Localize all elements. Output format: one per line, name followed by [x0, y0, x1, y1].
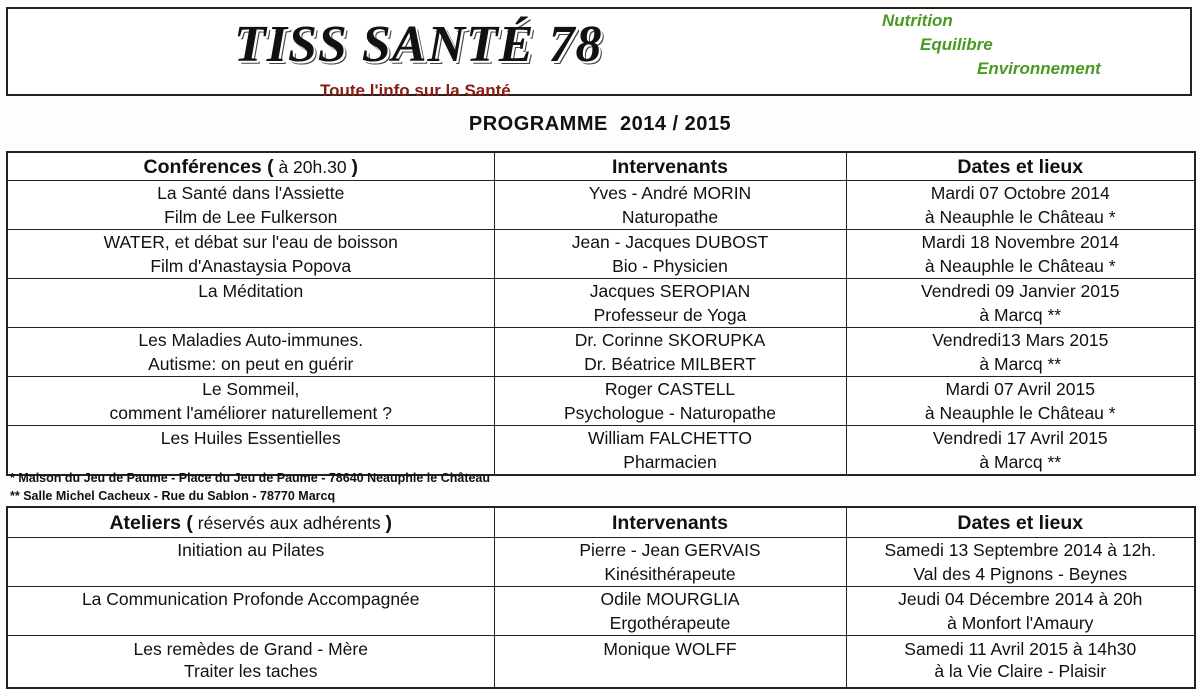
atelier-date: Samedi 13 Septembre 2014 à 12h. Val des 4 Pignons - Beynes — [846, 538, 1195, 587]
slogan-environnement: Environnement — [977, 59, 1101, 78]
table-row — [7, 279, 1195, 328]
atelier-speaker: Pierre - Jean GERVAIS Kinésithérapeute — [494, 538, 846, 587]
header-ateliers: Ateliers ( réservés aux adhérents ) — [7, 507, 494, 538]
table-row — [7, 328, 1195, 377]
conference-title: WATER, et débat sur l'eau de boisson Film d'Anastaysia Popova — [7, 230, 494, 279]
conferences-table — [6, 151, 1196, 476]
table-row — [7, 587, 1195, 636]
conference-speaker: Jacques SEROPIAN Professeur de Yoga — [494, 279, 846, 328]
programme-title-text: PROGRAMME 2014 / 2015 — [468, 113, 732, 135]
table-row — [7, 538, 1195, 587]
conference-speaker: Jean - Jacques DUBOST Bio - Physicien — [494, 230, 846, 279]
header-conferences: Conférences ( à 20h.30 ) — [7, 152, 494, 181]
slogan-equilibre: Equilibre — [920, 35, 993, 54]
footnote-marcq: ** Salle Michel Cacheux - Rue du Sablon - 78770 Marcq — [10, 489, 336, 503]
conference-title: Le Sommeil, comment l'améliorer naturellement ? — [7, 377, 494, 426]
header-dates-lieux: Dates et lieux — [846, 152, 1195, 181]
conference-speaker: William FALCHETTO Pharmacien — [494, 426, 846, 476]
programme-title — [0, 113, 1200, 136]
table-row — [7, 377, 1195, 426]
atelier-title: Les remèdes de Grand - Mère Traiter les taches — [7, 636, 494, 689]
atelier-title: La Communication Profonde Accompagnée — [7, 587, 494, 636]
logo-title: TISS SANTÉ 78 — [234, 16, 603, 73]
table-header-row — [7, 152, 1195, 181]
atelier-speaker: Odile MOURGLIA Ergothérapeute — [494, 587, 846, 636]
header-dates-lieux: Dates et lieux — [846, 507, 1195, 538]
table-row — [7, 426, 1195, 476]
header-intervenants: Intervenants — [494, 507, 846, 538]
ateliers-table — [6, 506, 1196, 689]
conference-speaker: Roger CASTELL Psychologue - Naturopathe — [494, 377, 846, 426]
conference-speaker: Yves - André MORIN Naturopathe — [494, 181, 846, 230]
table-row — [7, 181, 1195, 230]
header-banner — [6, 7, 1192, 100]
conference-date: Mardi 07 Avril 2015 à Neauphle le Château * — [846, 377, 1195, 426]
conference-title: Les Huiles Essentielles — [7, 426, 494, 476]
atelier-date: Jeudi 04 Décembre 2014 à 20h à Monfort l'Amaury — [846, 587, 1195, 636]
conference-speaker: Dr. Corinne SKORUPKA Dr. Béatrice MILBERT — [494, 328, 846, 377]
tagline: Toute l'info sur la Santé — [320, 81, 511, 100]
conference-date: Mardi 18 Novembre 2014 à Neauphle le Château * — [846, 230, 1195, 279]
footnote-neauphle: * Maison du Jeu de Paume - Place du Jeu de Paume - 78640 Neauphle le Château — [10, 471, 491, 485]
conference-date: Vendredi13 Mars 2015 à Marcq ** — [846, 328, 1195, 377]
conference-title: La Santé dans l'Assiette Film de Lee Fulkerson — [7, 181, 494, 230]
slogan-nutrition: Nutrition — [882, 11, 953, 30]
conference-date: Vendredi 09 Janvier 2015 à Marcq ** — [846, 279, 1195, 328]
conference-title: La Méditation — [7, 279, 494, 328]
atelier-title: Initiation au Pilates — [7, 538, 494, 587]
atelier-speaker: Monique WOLFF — [494, 636, 846, 689]
table-row — [7, 230, 1195, 279]
table-row — [7, 636, 1195, 689]
table-header-row — [7, 507, 1195, 538]
header-intervenants: Intervenants — [494, 152, 846, 181]
conference-date: Mardi 07 Octobre 2014 à Neauphle le Château * — [846, 181, 1195, 230]
conference-date: Vendredi 17 Avril 2015 à Marcq ** — [846, 426, 1195, 476]
atelier-date: Samedi 11 Avril 2015 à 14h30 à la Vie Claire - Plaisir — [846, 636, 1195, 689]
conference-title: Les Maladies Auto-immunes. Autisme: on peut en guérir — [7, 328, 494, 377]
